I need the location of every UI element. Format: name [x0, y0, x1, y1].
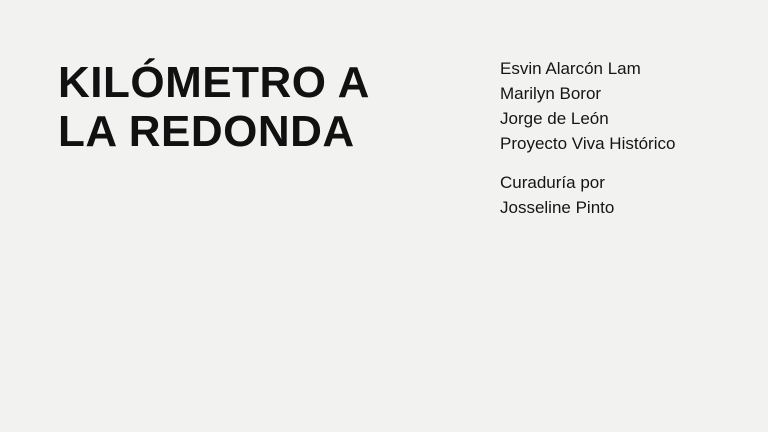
title-line-2: LA REDONDA	[58, 107, 355, 157]
list-item: Proyecto Viva Histórico	[500, 134, 676, 154]
curator-credit	[500, 170, 750, 220]
artist-list	[500, 56, 750, 157]
title-line-1: KILÓMETRO A	[58, 58, 370, 107]
list-item: Jorge de León	[500, 109, 609, 129]
curator-name: Josseline Pinto	[500, 198, 615, 218]
curator-label: Curaduría por	[500, 173, 605, 192]
list-item: Esvin Alarcón Lam	[500, 59, 641, 78]
page-title	[58, 58, 458, 157]
list-item: Marilyn Boror	[500, 84, 602, 104]
